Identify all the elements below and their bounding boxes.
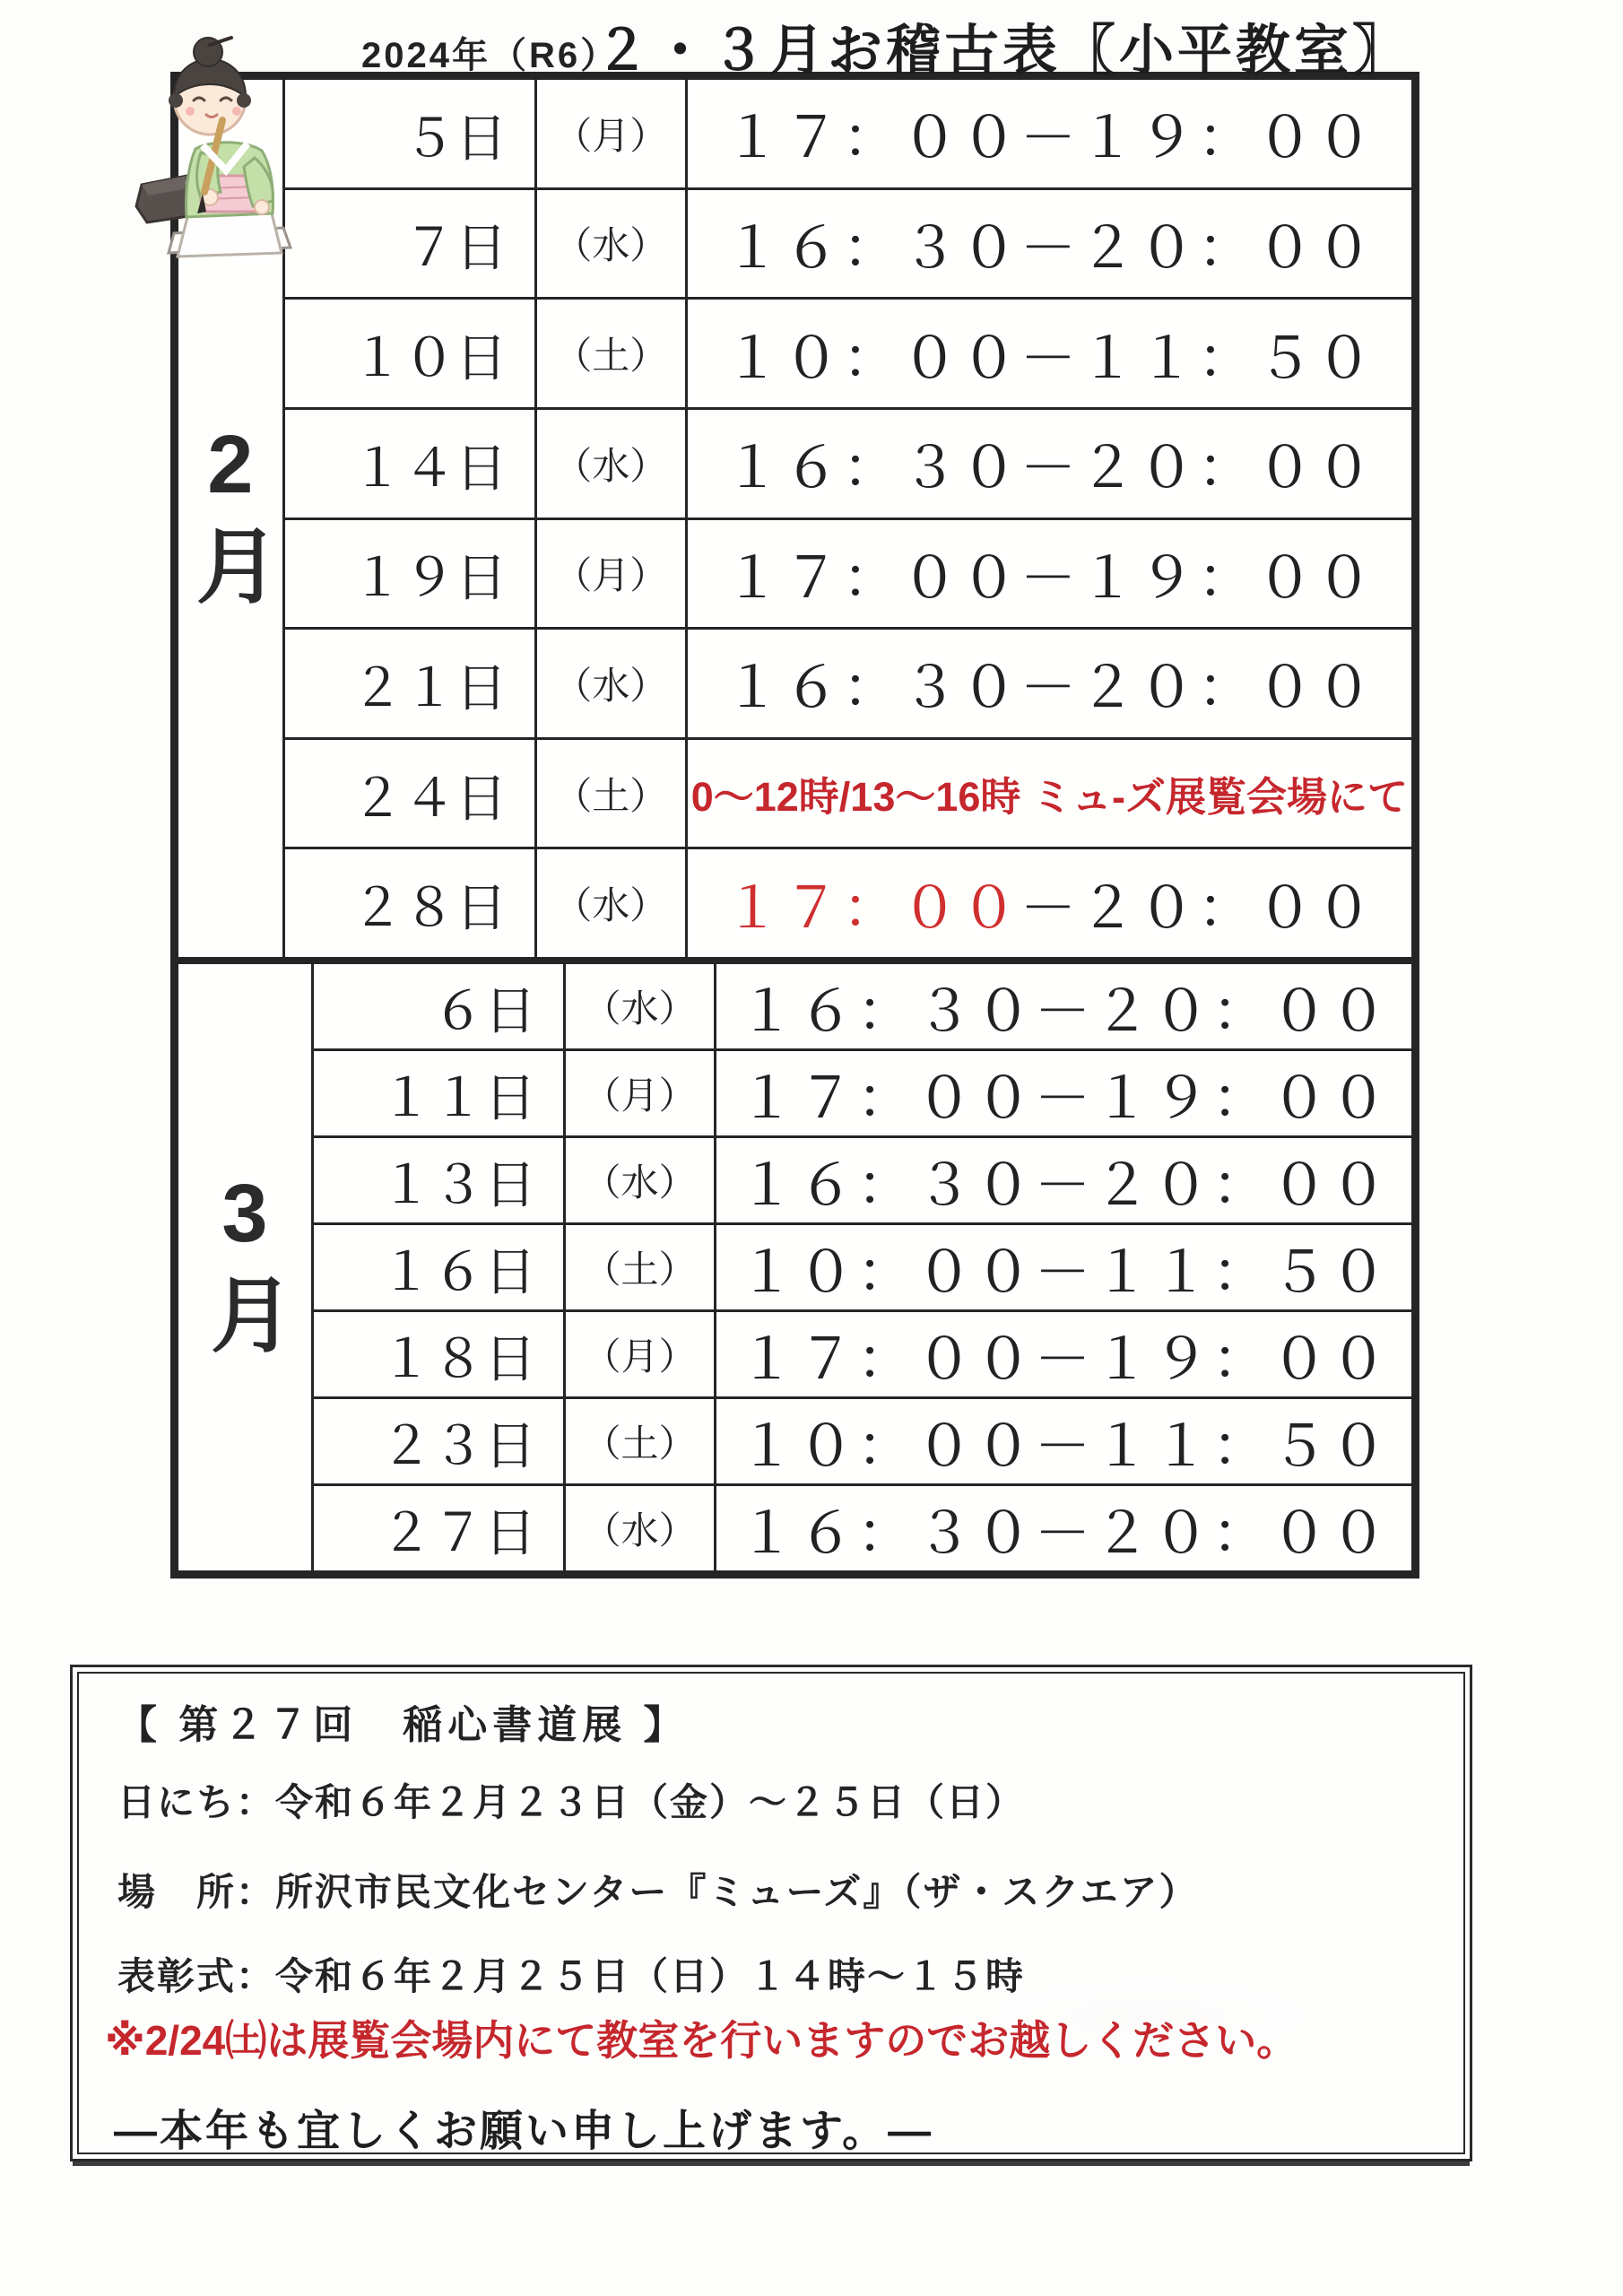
month-section-february <box>178 80 1411 957</box>
year-label: 2024年（R6） <box>361 36 620 75</box>
time-cell: １０：００－１１：５０ <box>738 1240 1390 1304</box>
day-cell: １４日 <box>285 410 537 517</box>
weekday-cell: （水） <box>537 849 688 957</box>
table-row <box>285 630 1411 740</box>
table-row <box>285 520 1411 631</box>
calligraphy-woman-illustration <box>95 34 303 265</box>
table-row <box>314 1312 1411 1399</box>
weekday-cell: （月） <box>566 1051 716 1135</box>
time-cell: １６：３０－２０：００ <box>724 437 1376 500</box>
weekday-cell: （土） <box>566 1399 716 1483</box>
table-row <box>285 849 1411 957</box>
time-cell: １６：３０－２０：００ <box>738 1501 1390 1565</box>
day-cell: ２７日 <box>314 1486 566 1570</box>
table-row <box>314 1138 1411 1225</box>
february-rows <box>285 80 1411 957</box>
weekday-cell: （月） <box>537 80 688 187</box>
weekday-cell: （水） <box>566 1486 716 1570</box>
day-cell: １３日 <box>314 1138 566 1222</box>
table-row-exhibition-note <box>285 740 1411 850</box>
day-cell: ７日 <box>285 190 537 298</box>
time-cell: １７：００－１９：００ <box>738 1066 1390 1130</box>
page-title: ２・３月お稽古表〖小平教室〗 <box>595 20 1411 81</box>
day-cell: ６日 <box>314 964 566 1048</box>
day-cell: ２８日 <box>285 849 537 957</box>
weekday-cell: （水） <box>537 410 688 517</box>
month-section-march <box>178 957 1411 1570</box>
notice-red-note: ※2/24㈯は展覧会場内にて教室を行いますのでお越しください。 <box>105 2017 1298 2064</box>
day-cell: ２４日 <box>285 740 537 848</box>
day-cell: ５日 <box>285 80 537 187</box>
time-cell: １７：００－１９：００ <box>724 107 1376 170</box>
day-cell: １９日 <box>285 520 537 628</box>
time-cell: １７：００－１９：００ <box>724 546 1376 610</box>
notice-line-place: 場 所：所沢市民文化センター『ミューズ』（ザ・スクエア） <box>117 1871 1199 1913</box>
weekday-cell: （土） <box>537 300 688 407</box>
table-row <box>314 1225 1411 1312</box>
notice-closing-line: ―本年も宜しくお願い申し上げます。― <box>114 2108 934 2155</box>
time-cell <box>688 849 1411 957</box>
weekday-cell: （水） <box>566 964 716 1048</box>
weekday-cell: （月） <box>537 520 688 628</box>
month-label: 3月 <box>199 1168 291 1367</box>
month-cell-march <box>178 964 314 1570</box>
weekday-cell: （水） <box>537 190 688 298</box>
weekday-cell: （土） <box>537 740 688 848</box>
day-cell: １０日 <box>285 300 537 407</box>
weekday-cell: （月） <box>566 1312 716 1396</box>
table-row <box>314 964 1411 1051</box>
day-cell: １６日 <box>314 1225 566 1309</box>
time-cell-red-note: 0～12時/13～16時 ミュ-ズ展覧会場にて <box>690 774 1408 821</box>
day-cell: １８日 <box>314 1312 566 1396</box>
time-cell: １６：３０－２０：００ <box>724 216 1376 280</box>
table-row <box>314 1399 1411 1486</box>
table-row <box>314 1486 1411 1570</box>
day-cell: １１日 <box>314 1051 566 1135</box>
notice-line-date: 日にち：令和６年２月２３日（金）～２５日（日） <box>117 1781 1026 1823</box>
notice-line-ceremony: 表彰式：令和６年２月２５日（日）１４時～１５時 <box>117 1955 1026 1997</box>
table-row <box>314 1051 1411 1138</box>
time-cell: １６：３０－２０：００ <box>738 1153 1390 1217</box>
time-start-red: １７：００ <box>724 876 1020 940</box>
time-cell: １６：３０－２０：００ <box>724 657 1376 720</box>
table-row <box>285 410 1411 520</box>
notice-heading: 【 第２７回 稲心書道展 】 <box>117 1703 689 1747</box>
exhibition-notice-box <box>70 1665 1472 2161</box>
time-cell: １０：００－１１：５０ <box>724 326 1376 390</box>
table-row <box>285 80 1411 190</box>
time-cell: １６：３０－２０：００ <box>738 979 1390 1043</box>
march-rows <box>314 964 1411 1570</box>
table-row <box>285 190 1411 300</box>
weekday-cell: （土） <box>566 1225 716 1309</box>
time-end-black: －２０：００ <box>1020 876 1376 940</box>
table-row <box>285 300 1411 410</box>
day-cell: ２３日 <box>314 1399 566 1483</box>
time-cell: １０：００－１１：５０ <box>738 1414 1390 1478</box>
day-cell: ２１日 <box>285 630 537 737</box>
month-label: 2月 <box>184 419 276 618</box>
time-cell: １７：００－１９：００ <box>738 1327 1390 1391</box>
practice-schedule-table <box>170 72 1419 1578</box>
weekday-cell: （水） <box>537 630 688 737</box>
weekday-cell: （水） <box>566 1138 716 1222</box>
